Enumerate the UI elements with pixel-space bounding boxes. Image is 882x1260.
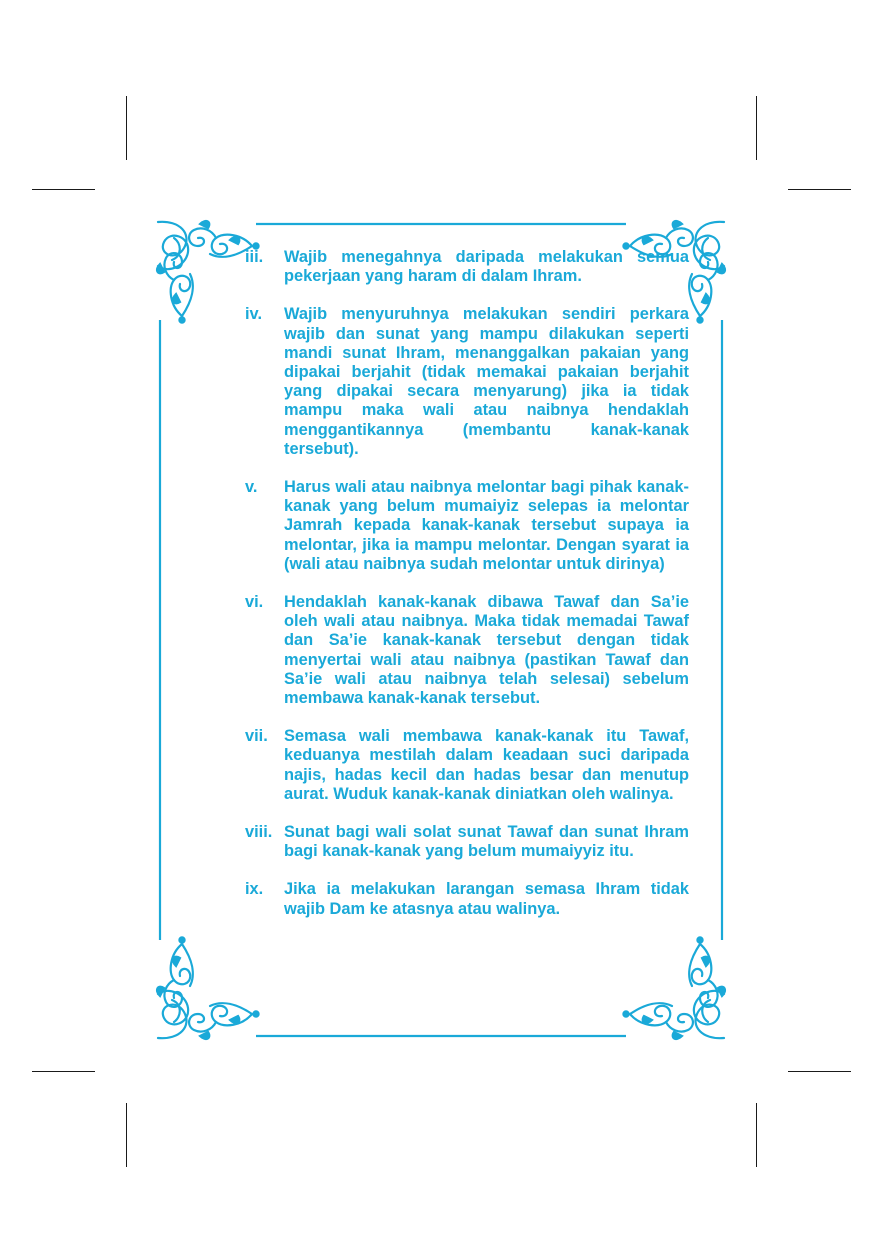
- corner-ornament-bottom-left: [157, 937, 259, 1039]
- item-text: Jika ia melakukan larangan semasa Ihram tidak wajib Dam ke atasnya atau walinya.: [284, 880, 689, 918]
- item-number: v.: [245, 478, 258, 497]
- list-item: [245, 305, 689, 459]
- item-text: Harus wali atau naibnya melontar bagi pihak kanak-kanak yang belum mumaiyiz selepas ia melontar Jamrah kepada kanak-kanak tersebut supaya ia melontar, jika ia mampu melontar. Dengan syarat ia (wali atau naibnya sudah melontar untuk dirinya): [284, 478, 689, 573]
- item-text: Semasa wali membawa kanak-kanak itu Tawaf, keduanya mestilah dalam keadaan suci daripada najis, hadas kecil dan hadas besar dan menutup aurat. Wuduk kanak-kanak diniatkan oleh walinya.: [284, 727, 689, 803]
- item-text: Wajib menyuruhnya melakukan sendiri perkara wajib dan sunat yang mampu dilakukan seperti mandi sunat Ihram, menanggalkan pakaian yang dipakai berjahit (tidak memakai pakaian berjahit yang dipakai secara menyarung) jika ia tidak mampu maka wali atau naibnya hendaklah menggantikannya (membantu kanak-kanak tersebut).: [284, 305, 689, 458]
- list-item: [245, 478, 689, 574]
- list-item: [245, 880, 689, 918]
- item-text: Wajib menegahnya daripada melakukan semua pekerjaan yang haram di dalam Ihram.: [284, 248, 689, 286]
- item-text: Sunat bagi wali solat sunat Tawaf dan sunat Ihram bagi kanak-kanak yang belum mumaiyyiz itu.: [284, 823, 689, 861]
- item-text: Hendaklah kanak-kanak dibawa Tawaf dan Sa’ie oleh wali atau naibnya. Maka tidak memadai Tawaf dan Sa’ie kanak-kanak tersebut dengan tidak menyertai wali atau naibnya (pastikan Tawaf dan Sa’ie wali atau naibnya telah selesai) sebelum membawa kanak-kanak tersebut.: [284, 593, 689, 708]
- numbered-list: [245, 248, 689, 938]
- item-number: iv.: [245, 305, 263, 324]
- item-number: viii.: [245, 823, 273, 842]
- item-number: iii.: [245, 248, 264, 266]
- list-item: [245, 727, 689, 804]
- list-item: [245, 823, 689, 861]
- item-number: vii.: [245, 727, 268, 746]
- corner-ornament-top-left: [157, 221, 259, 323]
- list-item: [245, 593, 689, 708]
- list-item: [245, 248, 689, 286]
- corner-ornament-bottom-right: [623, 937, 725, 1039]
- item-number: vi.: [245, 593, 264, 612]
- item-number: ix.: [245, 880, 264, 899]
